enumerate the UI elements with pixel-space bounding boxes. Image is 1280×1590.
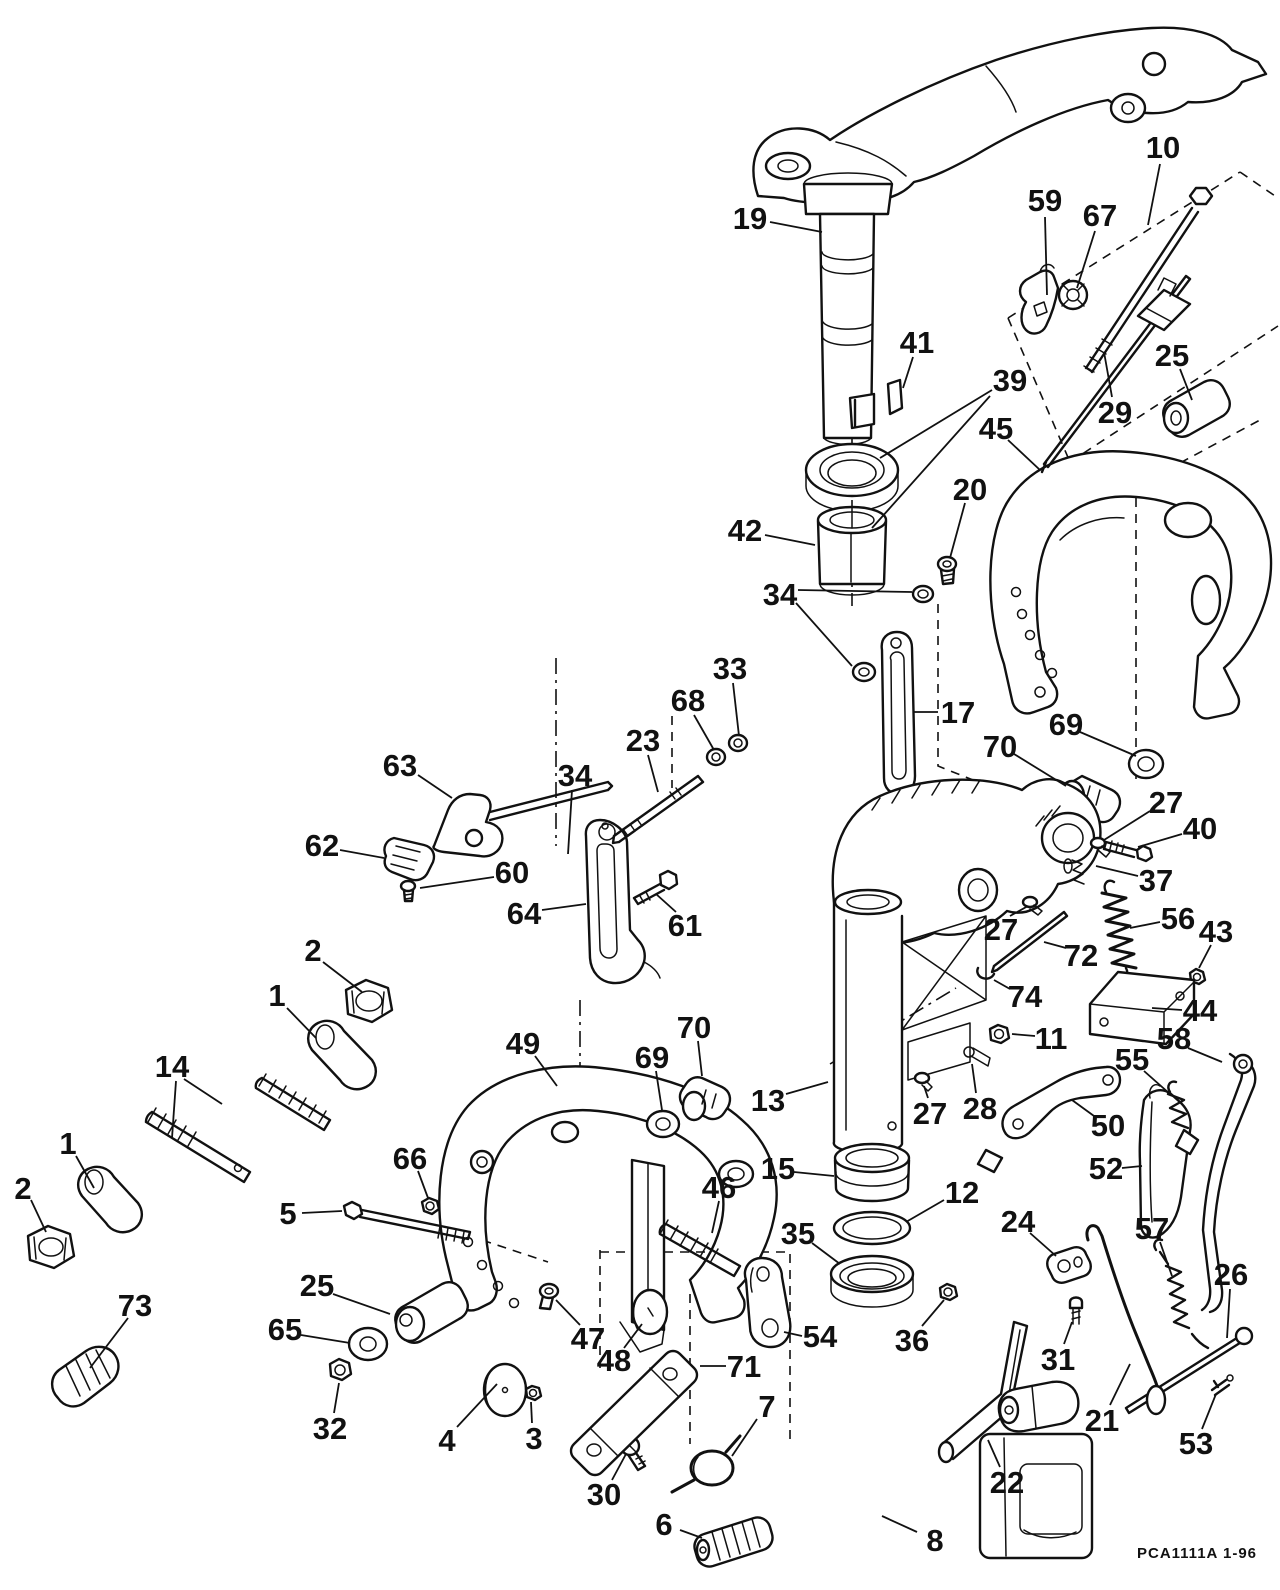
leader-19-0 (770, 222, 822, 232)
leader-28-76 (972, 1064, 976, 1093)
leader-53-60 (1202, 1394, 1216, 1429)
callout-32-43: 32 (312, 1411, 348, 1446)
part-screw-20 (938, 557, 956, 584)
callout-47-44: 47 (570, 1321, 606, 1356)
callout-54-40: 54 (802, 1319, 838, 1354)
callout-55-63: 55 (1114, 1042, 1150, 1077)
part-knob-73 (52, 1347, 118, 1407)
part-washer-34-lower (853, 663, 875, 681)
part-bushing-42 (818, 507, 886, 595)
leader-58-64 (1188, 1048, 1222, 1062)
part-nut-66 (422, 1198, 439, 1214)
leader-12-39 (906, 1200, 944, 1222)
part-rod-26 (1126, 1328, 1252, 1413)
callout-58-64: 58 (1156, 1021, 1192, 1056)
part-cam-arm-64 (586, 820, 660, 983)
part-clamp-24 (1047, 1247, 1091, 1283)
callout-27-70: 27 (1148, 785, 1184, 820)
part-bolt-40 (1104, 841, 1152, 861)
callout-15-36: 15 (760, 1151, 796, 1186)
leader-6-51 (680, 1530, 702, 1538)
part-pin-23 (613, 776, 703, 843)
part-screw-27-bottom (915, 1073, 932, 1091)
part-clamp-bracket-45 (990, 451, 1271, 718)
leader-62-20 (340, 850, 384, 858)
part-wedge-41 (888, 380, 902, 414)
callout-29-7: 29 (1097, 395, 1133, 430)
callout-34-19: 34 (557, 758, 593, 793)
callout-25-8: 25 (1154, 338, 1190, 373)
leader-10-1 (1148, 164, 1160, 225)
part-stud-14-lower (146, 1108, 250, 1182)
callout-66-30: 66 (392, 1141, 428, 1176)
callout-5-31: 5 (279, 1196, 297, 1231)
callout-11-75: 11 (1034, 1021, 1068, 1056)
callout-64-22: 64 (506, 896, 542, 931)
callout-10-1: 10 (1145, 130, 1181, 165)
leader-72-73 (1044, 942, 1066, 948)
callout-6-51: 6 (655, 1507, 673, 1542)
callout-21-55: 21 (1084, 1403, 1120, 1438)
callout-1-27: 1 (59, 1126, 77, 1161)
part-latch-62 (384, 838, 434, 880)
leader-3-48 (531, 1402, 532, 1423)
callout-52-61: 52 (1088, 1151, 1124, 1186)
leader-46-37 (712, 1201, 719, 1233)
callout-1-25: 1 (268, 978, 286, 1013)
part-plate-71 (571, 1351, 697, 1475)
part-clip-53 (1212, 1375, 1233, 1395)
part-nut-2-lower (28, 1226, 74, 1268)
callout-53-60: 53 (1178, 1426, 1214, 1461)
callout-56-67: 56 (1160, 901, 1196, 936)
callout-37-69: 37 (1138, 863, 1174, 898)
callout-43-66: 43 (1198, 914, 1234, 949)
part-washer-68 (707, 749, 725, 765)
callout-27-72: 27 (912, 1096, 948, 1131)
part-bushing-70-lower (680, 1077, 730, 1120)
part-nut-11 (990, 1025, 1009, 1043)
leader-60-21 (420, 877, 494, 888)
leader-68-16 (694, 715, 714, 750)
part-screw-60 (401, 881, 415, 901)
callout-14-26: 14 (154, 1049, 190, 1084)
leader-13-35 (786, 1082, 828, 1094)
callout-67-3: 67 (1082, 198, 1118, 233)
leader-20-10 (950, 503, 965, 558)
leader-2-28 (31, 1200, 46, 1232)
callout-50-62: 50 (1090, 1108, 1126, 1143)
leader-25-41 (333, 1294, 390, 1314)
leader-31-56 (1064, 1322, 1072, 1344)
leader-21-55 (1110, 1364, 1130, 1405)
callout-24-57: 24 (1000, 1204, 1036, 1239)
callout-20-10: 20 (952, 472, 988, 507)
leader-64-22 (542, 904, 586, 910)
part-washer-69-lower (647, 1111, 679, 1137)
callout-40-68: 40 (1182, 811, 1218, 846)
leader-2-24 (323, 962, 362, 992)
leader-26-59 (1227, 1289, 1230, 1338)
part-latch-59 (1020, 265, 1058, 334)
callout-25-41: 25 (299, 1268, 335, 1303)
part-nut-2-upper (346, 980, 392, 1022)
callout-33-15: 33 (712, 651, 748, 686)
leader-67-3 (1077, 231, 1095, 288)
leader-14-26 (184, 1079, 222, 1104)
callout-70-14: 70 (982, 729, 1018, 764)
leader-1-25 (287, 1008, 316, 1038)
callout-68-16: 68 (670, 683, 706, 718)
leader-40-68 (1138, 834, 1182, 847)
callout-45-6: 45 (978, 411, 1014, 446)
callout-17-12: 17 (940, 695, 976, 730)
callout-27-71: 27 (983, 912, 1019, 947)
leader-42-9 (765, 535, 815, 545)
callout-36-53: 36 (894, 1323, 930, 1358)
callout-23-17: 23 (625, 723, 661, 758)
callout-63-18: 63 (382, 748, 418, 783)
part-nut-32 (330, 1359, 351, 1380)
leader-63-18 (418, 775, 452, 798)
callout-8-52: 8 (926, 1523, 944, 1558)
leader-8-52 (882, 1516, 917, 1532)
leader-34-11 (796, 603, 852, 666)
part-bolt-61 (634, 871, 677, 904)
part-disc-48 (633, 1290, 667, 1334)
callout-48-45: 48 (596, 1343, 632, 1378)
leader-5-31 (302, 1211, 342, 1213)
part-spring-56 (1102, 881, 1136, 980)
callout-3-48: 3 (525, 1421, 543, 1456)
callout-12-39: 12 (944, 1175, 980, 1210)
callout-30-49: 30 (586, 1477, 622, 1512)
leader-23-17 (648, 755, 658, 792)
callout-34-11: 34 (762, 577, 798, 612)
callout-2-28: 2 (14, 1171, 32, 1206)
callout-73-29: 73 (117, 1288, 153, 1323)
callout-42-9: 42 (727, 513, 763, 548)
leader-14-26 (172, 1081, 176, 1138)
part-oring-12 (834, 1212, 910, 1244)
part-washer-69-upper (1129, 750, 1163, 778)
part-star-washer-67 (1059, 281, 1087, 309)
callout-4-47: 4 (438, 1423, 456, 1458)
leader-41-4 (903, 357, 913, 388)
leader-69-13 (1080, 732, 1136, 756)
callout-69-13: 69 (1048, 707, 1084, 742)
leader-33-15 (733, 683, 739, 736)
part-bushing-25-top (1163, 380, 1230, 437)
part-screw-31 (1070, 1298, 1082, 1325)
part-link-17 (882, 632, 915, 794)
part-stud-14-upper (256, 1074, 330, 1130)
leader-57-58 (1160, 1242, 1172, 1276)
part-friction-ring-15 (835, 1144, 909, 1201)
part-nut-3 (526, 1386, 541, 1400)
callout-28-76: 28 (962, 1091, 998, 1126)
leader-65-42 (301, 1335, 350, 1343)
figure-code: PCA1111A 1-96 (1136, 1545, 1258, 1562)
part-spring-57 (1154, 1240, 1208, 1348)
callout-59-2: 59 (1027, 183, 1063, 218)
callout-57-58: 57 (1134, 1211, 1170, 1246)
part-nut-36 (940, 1284, 957, 1300)
callout-62-20: 62 (304, 828, 340, 863)
part-screw-47 (540, 1284, 558, 1309)
callout-61-23: 61 (667, 908, 703, 943)
callout-46-37: 46 (701, 1170, 737, 1205)
callout-44-65: 44 (1182, 993, 1218, 1028)
leader-37-69 (1096, 866, 1138, 876)
callout-39-5: 39 (992, 363, 1028, 398)
callout-72-73: 72 (1063, 938, 1099, 973)
leader-35-38 (812, 1243, 840, 1264)
leader-70-34 (698, 1041, 702, 1076)
callout-69-33: 69 (634, 1040, 670, 1075)
callout-2-24: 2 (304, 933, 322, 968)
part-washer-33 (729, 735, 747, 751)
callout-26-59: 26 (1213, 1257, 1249, 1292)
part-washer-34-upper (913, 586, 933, 602)
part-spring-7 (672, 1436, 740, 1492)
part-clevis-54 (745, 1258, 790, 1347)
part-pin-6 (694, 1517, 772, 1566)
leader-32-43 (334, 1383, 339, 1413)
leader-15-36 (794, 1172, 834, 1176)
callout-74-74: 74 (1007, 979, 1043, 1014)
leader-56-67 (1130, 922, 1160, 928)
part-bushing-25-left (395, 1282, 468, 1343)
leader-7-50 (732, 1419, 757, 1456)
callout-41-4: 41 (899, 325, 935, 360)
callout-71-46: 71 (726, 1349, 762, 1384)
leader-34-11 (798, 590, 912, 592)
part-spacer-1-upper (308, 1021, 376, 1089)
callout-60-21: 60 (494, 855, 530, 890)
part-rod-21 (1087, 1226, 1165, 1414)
callout-19-0: 19 (732, 201, 768, 236)
callout-70-34: 70 (676, 1010, 712, 1045)
callout-13-35: 13 (750, 1083, 786, 1118)
callout-7-50: 7 (758, 1389, 776, 1424)
callout-49-32: 49 (505, 1026, 541, 1061)
part-washer-65 (349, 1328, 387, 1360)
callout-65-42: 65 (267, 1312, 303, 1347)
callout-22-54: 22 (989, 1465, 1025, 1500)
leader-11-75 (1012, 1034, 1035, 1036)
callout-31-56: 31 (1040, 1342, 1076, 1377)
part-seal-35 (831, 1256, 913, 1307)
callout-35-38: 35 (780, 1216, 816, 1251)
